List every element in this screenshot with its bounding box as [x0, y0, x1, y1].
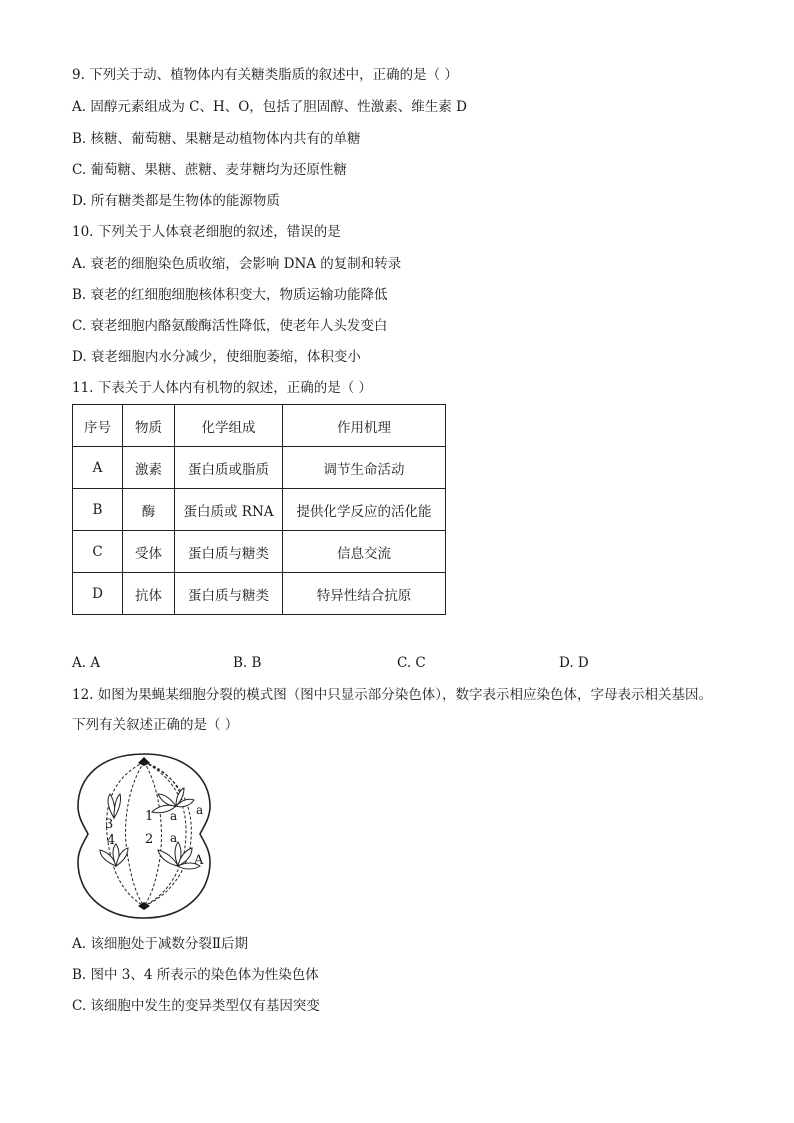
table-cell: 提供化学反应的活化能 — [283, 489, 446, 531]
q12-option-b: B. 图中 3、4 所表示的染色体为性染色体 — [72, 967, 319, 983]
table-cell: 信息交流 — [283, 531, 446, 573]
cell-membrane — [78, 754, 210, 918]
chromosome-3 — [108, 794, 121, 818]
q10-option-b: B. 衰老的红细胞细胞核体积变大，物质运输功能降低 — [72, 287, 388, 303]
q9-option-c: C. 葡萄糖、果糖、蔗糖、麦芽糖均为还原性糖 — [72, 162, 347, 178]
q12-option-a: A. 该细胞处于减数分裂Ⅱ后期 — [72, 936, 249, 952]
q12-stem-line1: 12. 如图为果蝇某细胞分裂的模式图（图中只显示部分染色体），数字表示相应染色体，字母表示相关基因。 — [72, 687, 713, 703]
q12-stem-line2: 下列有关叙述正确的是（ ） — [72, 717, 239, 733]
q9-option-d: D. 所有糖类都是生物体的能源物质 — [72, 193, 280, 209]
gene-label-A: A — [194, 853, 204, 868]
table-cell: B — [73, 489, 123, 531]
table-row — [73, 531, 446, 573]
table-row — [73, 447, 446, 489]
table-header-cell: 物质 — [123, 405, 175, 447]
table-cell: D — [73, 573, 123, 615]
q10-option-d: D. 衰老细胞内水分减少，使细胞萎缩，体积变小 — [72, 349, 361, 365]
label-1: 1 — [145, 809, 154, 824]
table-cell: C — [73, 531, 123, 573]
table-header-cell: 序号 — [73, 405, 123, 447]
q10-option-a: A. 衰老的细胞染色质收缩，会影响 DNA 的复制和转录 — [72, 256, 402, 272]
table-cell: 激素 — [123, 447, 175, 489]
label-4: 4 — [107, 833, 116, 848]
table-cell: 抗体 — [123, 573, 175, 615]
top-centrosome — [138, 757, 150, 766]
gene-label-a3: a — [170, 831, 178, 845]
table-cell: 蛋白质与糖类 — [175, 531, 283, 573]
q11-answer-a: A. A — [72, 655, 101, 671]
q11-answer-c: C. C — [397, 655, 426, 671]
table-header-row — [73, 405, 446, 447]
table-cell: A — [73, 447, 123, 489]
q11-table — [72, 404, 446, 615]
table-header-cell: 作用机理 — [283, 405, 446, 447]
label-3: 3 — [105, 817, 114, 832]
table-row — [73, 489, 446, 531]
table-cell: 受体 — [123, 531, 175, 573]
table-cell: 调节生命活动 — [283, 447, 446, 489]
q11-answer-d: D. D — [559, 655, 589, 671]
table-cell: 蛋白质或 RNA — [175, 489, 283, 531]
q10-option-c: C. 衰老细胞内酪氨酸酶活性降低，使老年人头发变白 — [72, 318, 388, 334]
q11-answer-b: B. B — [233, 655, 262, 671]
q12-option-c: C. 该细胞中发生的变异类型仅有基因突变 — [72, 998, 320, 1014]
table-cell: 蛋白质或脂质 — [175, 447, 283, 489]
table-header-cell: 化学组成 — [175, 405, 283, 447]
table-cell: 蛋白质与糖类 — [175, 573, 283, 615]
cell-division-figure — [72, 748, 222, 923]
gene-label-a1: a — [170, 809, 178, 823]
table-row — [73, 573, 446, 615]
q9-option-b: B. 核糖、葡萄糖、果糖是动植物体内共有的单糖 — [72, 131, 361, 147]
table-cell: 酶 — [123, 489, 175, 531]
q9-stem: 9. 下列关于动、植物体内有关糖类脂质的叙述中，正确的是（ ） — [72, 67, 458, 83]
label-2: 2 — [145, 832, 154, 847]
gene-label-a2: a — [196, 803, 204, 817]
table-cell: 特异性结合抗原 — [283, 573, 446, 615]
q10-stem: 10. 下列关于人体衰老细胞的叙述，错误的是 — [72, 224, 341, 240]
q11-stem: 11. 下表关于人体内有机物的叙述，正确的是（ ） — [72, 380, 373, 396]
q9-option-a: A. 固醇元素组成为 C、H、O，包括了胆固醇、性激素、维生素 D — [72, 99, 467, 115]
